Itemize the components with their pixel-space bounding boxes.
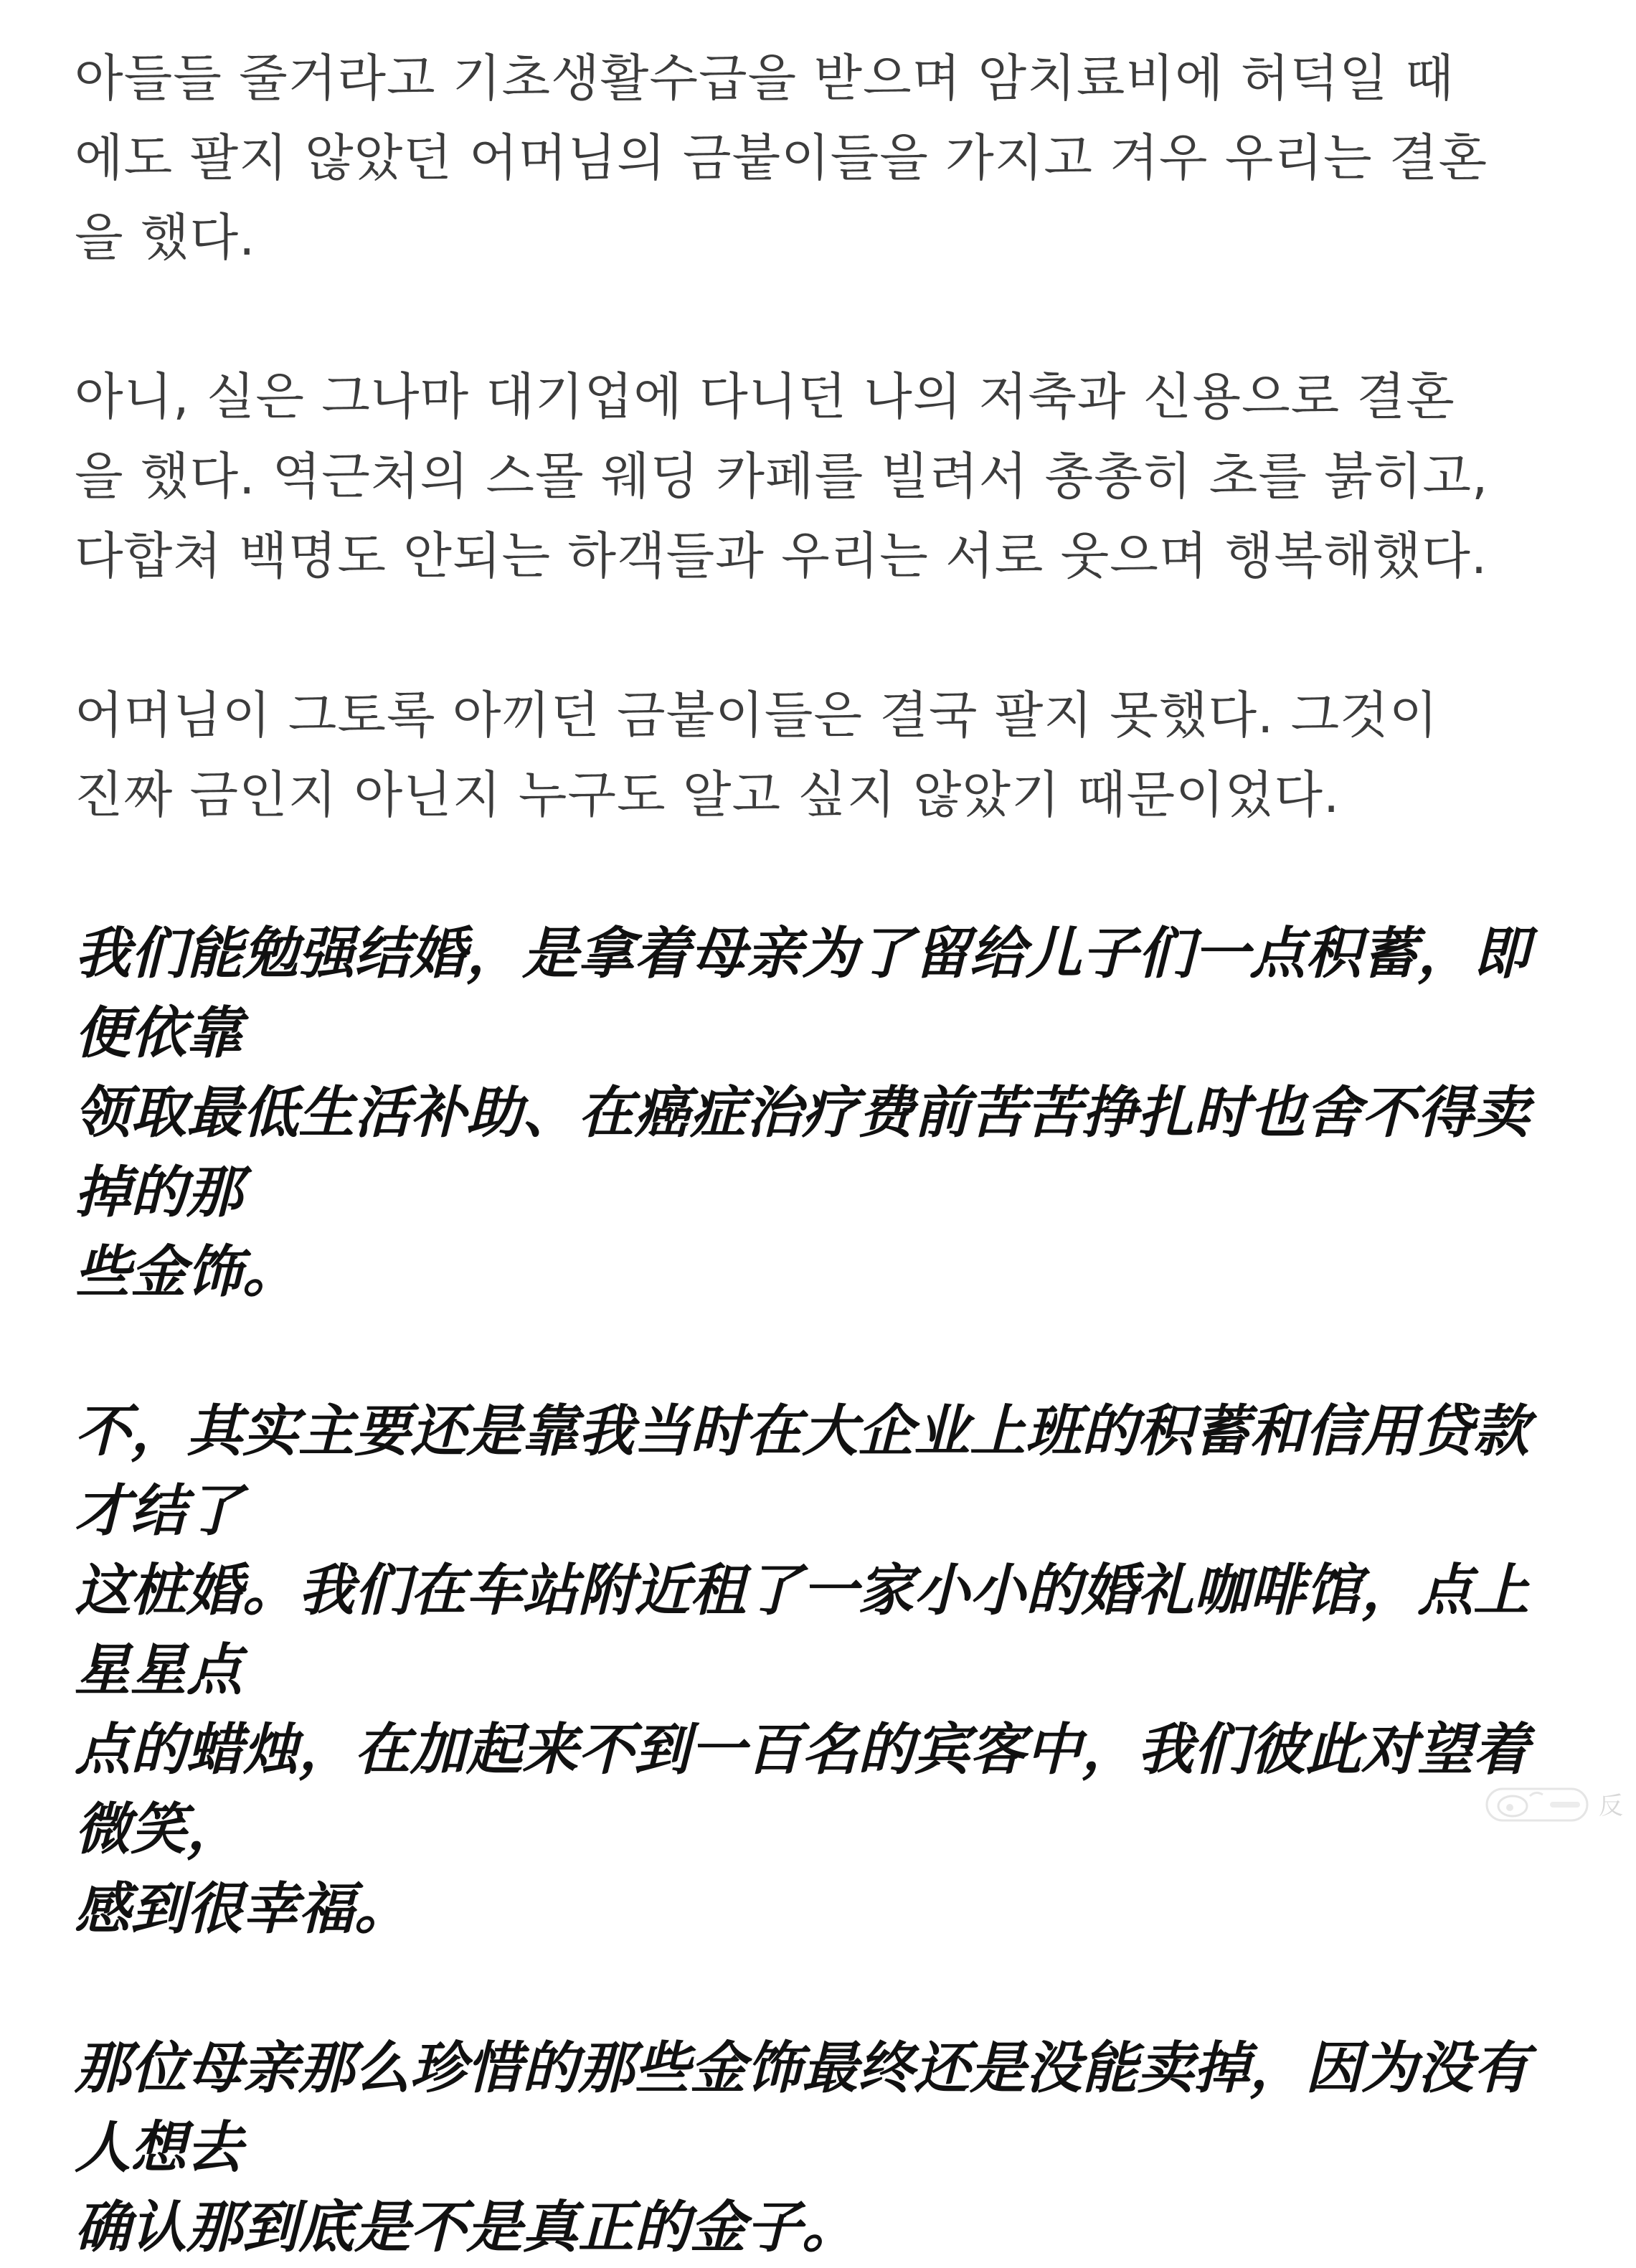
chinese-paragraph-1: 我们能勉强结婚，是拿着母亲为了留给儿子们一点积蓄，即便依靠 领取最低生活补助、在癌症治疗费前苦苦挣扎时也舍不得卖掉的那 些金饰。 (75, 922, 1530, 1305)
watermark (1484, 1780, 1623, 1826)
chinese-paragraph-3: 那位母亲那么珍惜的那些金饰最终还是没能卖掉，因为没有人想去 确认那到底是不是真正的金子。 (75, 2036, 1530, 2260)
weibo-logo-icon (1484, 1780, 1592, 1826)
korean-paragraph-2: 아니, 실은 그나마 대기업에 다니던 나의 저축과 신용으로 결혼 을 했다. 역근처의 스몰 웨딩 카페를 빌려서 총총히 초를 붉히고, 다합쳐 백명도 안되는 하객들과 우리는 서로 웃으며 행복해했다. (75, 367, 1489, 585)
text-column (75, 39, 1574, 2268)
korean-paragraph-1: 아들들 줄거라고 기초생활수급을 받으며 암치료비에 허덕일 때 에도 팔지 않았던 어머님의 금붙이들을 가지고 겨우 우리는 결혼 을 했다. (75, 49, 1488, 267)
korean-paragraph-3: 어머님이 그토록 아끼던 금붙이들은 결국 팔지 못했다. 그것이 진짜 금인지 아닌지 누구도 알고 싶지 않았기 때문이었다. (75, 686, 1439, 824)
chinese-paragraph-2: 不，其实主要还是靠我当时在大企业上班的积蓄和信用贷款才结了 这桩婚。我们在车站附近租了一家小小的婚礼咖啡馆，点上星星点 点的蜡烛，在加起来不到一百名的宾客中，我们彼此对望着微笑， 感到很幸福。 (75, 1399, 1530, 1942)
watermark-text: 反 (1599, 1791, 1623, 1820)
